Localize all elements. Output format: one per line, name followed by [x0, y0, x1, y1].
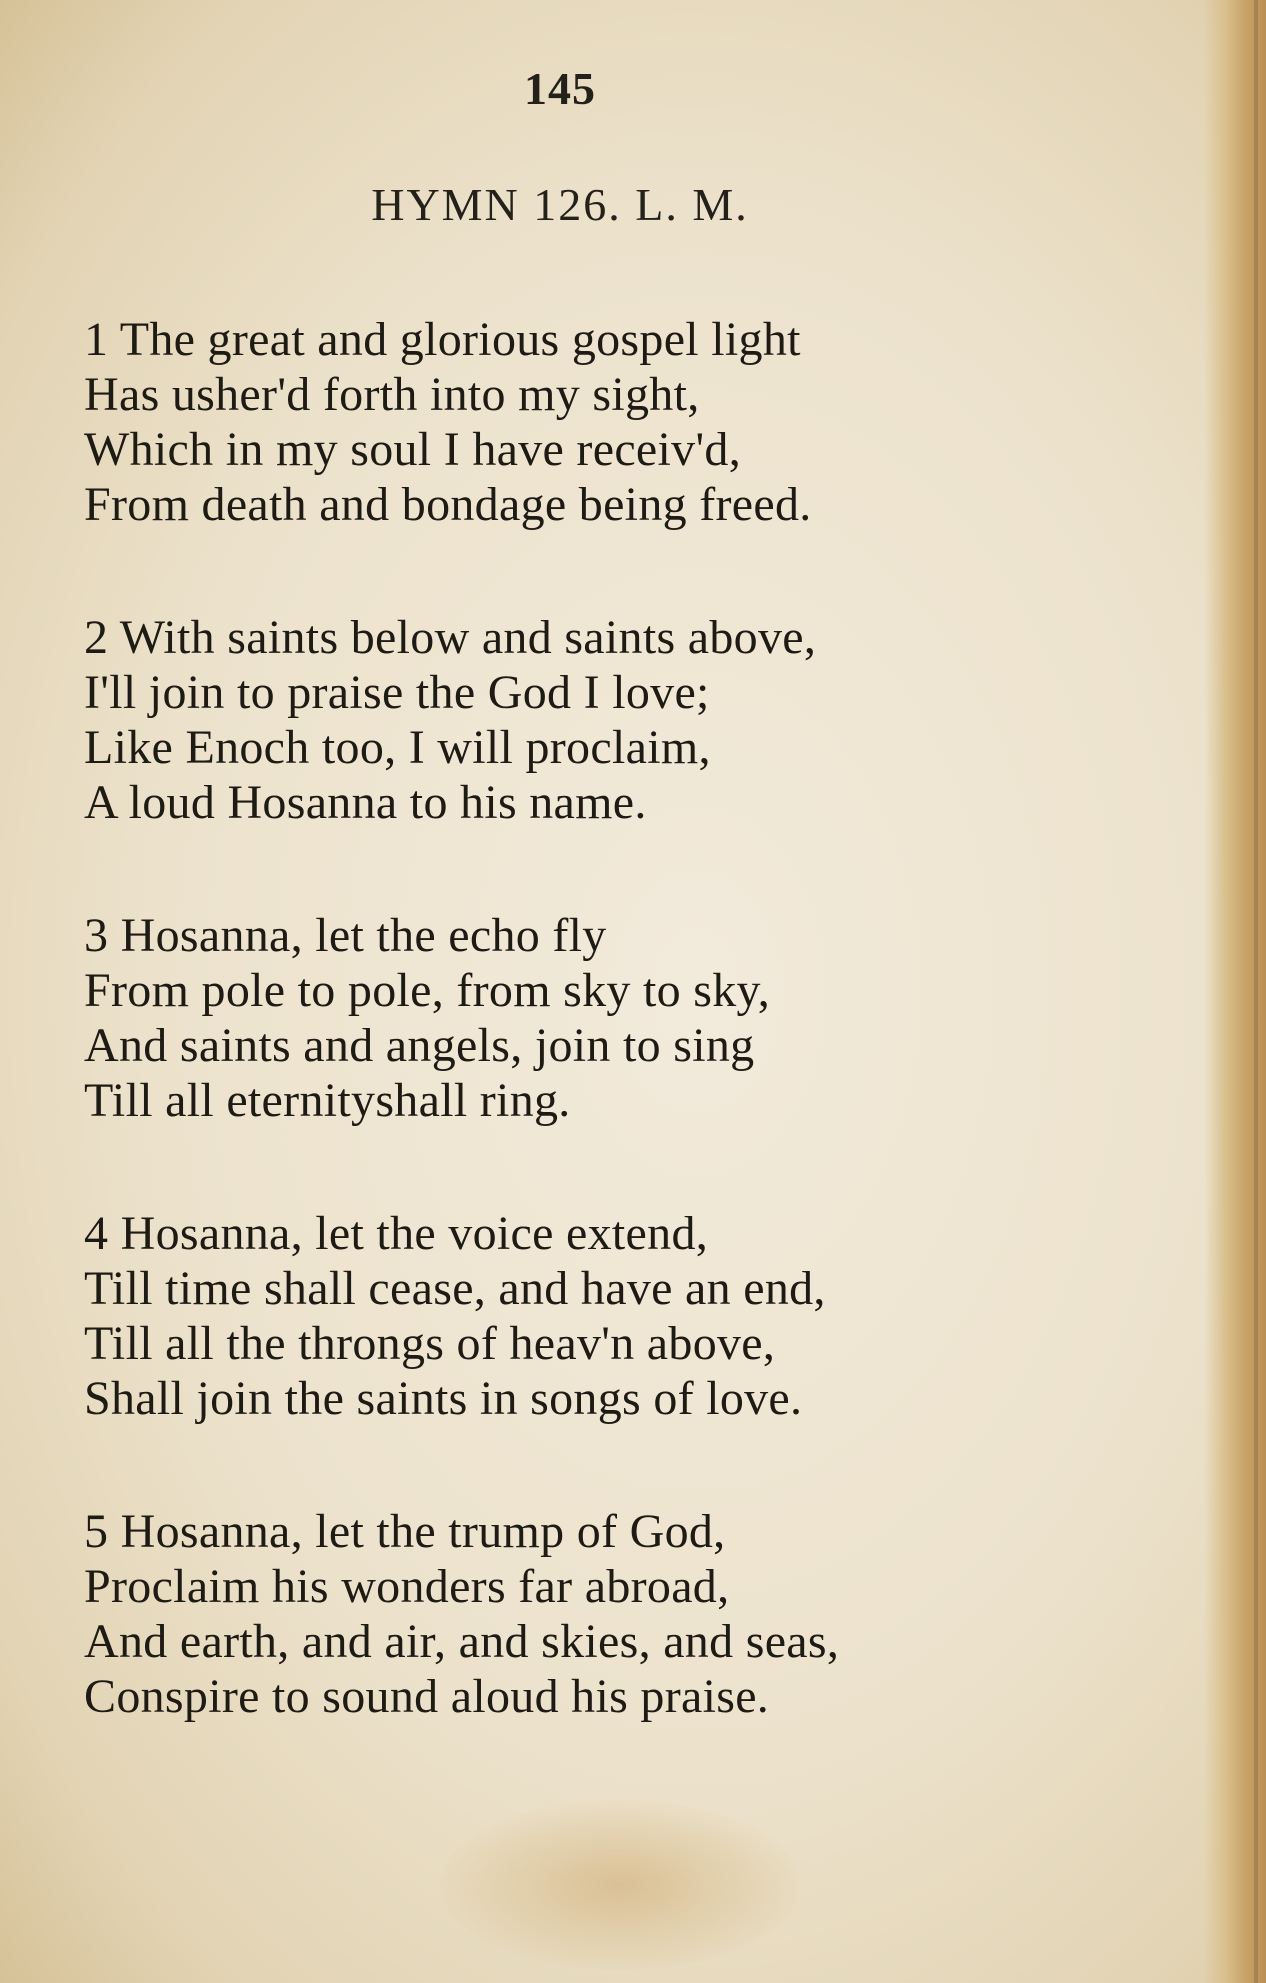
verse-line: 3 Hosanna, let the echo fly [84, 909, 607, 962]
page-number: 145 [524, 63, 596, 114]
verse-line: I'll join to praise the God I love; [84, 666, 710, 719]
verse-line: Proclaim his wonders far abroad, [84, 1560, 730, 1613]
verse-line: And earth, and air, and skies, and seas, [84, 1615, 840, 1668]
verse-line: Till all the throngs of heav'n above, [84, 1317, 776, 1370]
paper-stain [440, 1800, 800, 1970]
verse-line: Like Enoch too, I will proclaim, [84, 721, 711, 774]
verse-line: Shall join the saints in songs of love. [84, 1372, 803, 1425]
verse-line: Which in my soul I have receiv'd, [84, 423, 742, 476]
verse-4 [84, 1206, 1044, 1426]
spine-edge [1254, 0, 1258, 1983]
verse-line: 4 Hosanna, let the voice extend, [84, 1207, 709, 1260]
verse-line: 2 With saints below and saints above, [84, 611, 817, 664]
verse-line: Till time shall cease, and have an end, [84, 1262, 826, 1315]
verse-line: 1 The great and glorious gospel light [84, 313, 801, 366]
verse-line: From death and bondage being freed. [84, 478, 812, 531]
verse-3 [84, 908, 1044, 1128]
verse-line: 5 Hosanna, let the trump of God, [84, 1505, 726, 1558]
verse-line: A loud Hosanna to his name. [84, 776, 647, 829]
verse-line: Has usher'd forth into my sight, [84, 368, 700, 421]
hymn-text [84, 312, 1044, 1802]
verse-line: And saints and angels, join to sing [84, 1019, 755, 1072]
verse-line: From pole to pole, from sky to sky, [84, 964, 771, 1017]
verse-line: Till all eternityshall ring. [84, 1074, 571, 1127]
verse-5 [84, 1504, 1044, 1724]
verse-line: Conspire to sound aloud his praise. [84, 1670, 770, 1723]
verse-2 [84, 610, 1044, 830]
verse-1 [84, 312, 1044, 532]
hymn-title: HYMN 126. L. M. [371, 179, 749, 230]
